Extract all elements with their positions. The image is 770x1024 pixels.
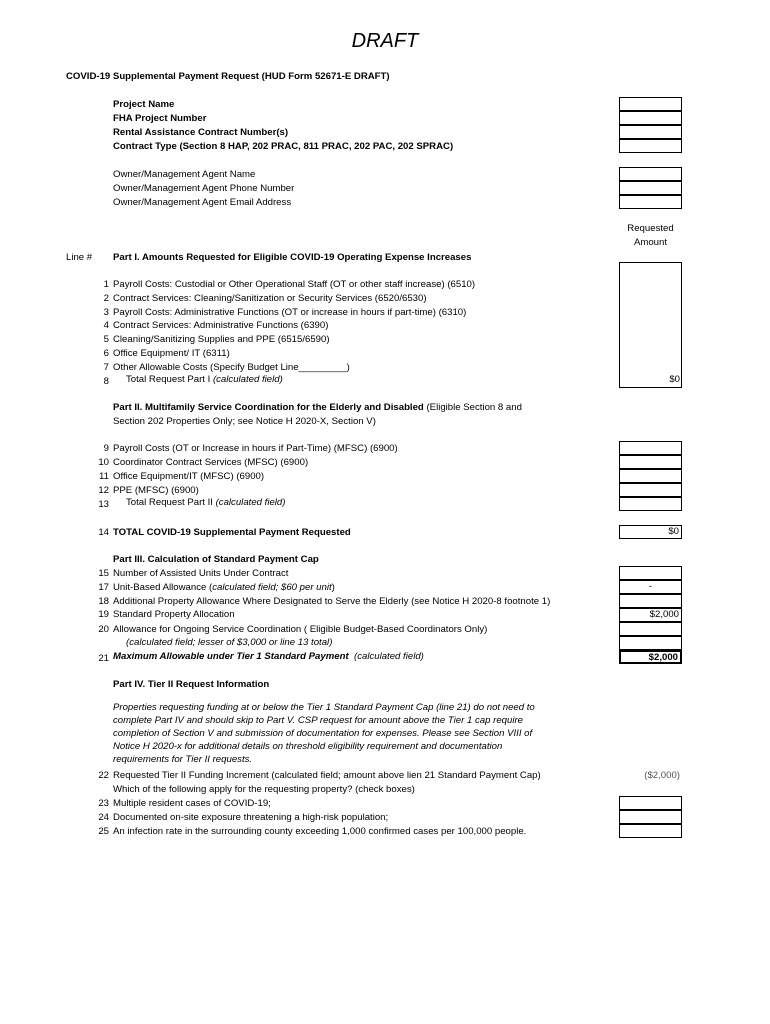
part2-heading-line2: Section 202 Properties Only; see Notice H 2020-X, Section V) <box>113 416 376 427</box>
line12-input[interactable] <box>619 483 682 497</box>
part2-heading: Part II. Multifamily Service Coordination for the Elderly and Disabled <box>113 402 424 413</box>
line-number: 18 <box>98 596 109 607</box>
rental-assistance-contract-label: Rental Assistance Contract Number(s) <box>113 127 289 138</box>
part2-heading-note: (Eligible Section 8 and <box>426 402 522 413</box>
line-number: 4 <box>103 320 109 331</box>
line-number: 12 <box>98 485 109 496</box>
line-text: Cleaning/Sanitizing Supplies and PPE (6515/6590) <box>113 334 330 345</box>
line-number: 9 <box>103 443 109 454</box>
line-number: 11 <box>99 471 109 482</box>
line-text: Office Equipment/IT (MFSC) (6900) <box>113 471 265 482</box>
part1-total-label <box>126 373 283 386</box>
line-text: Coordinator Contract Services (MFSC) (6900) <box>113 457 309 468</box>
line-text: Other Allowable Costs (Specify Budget Line_________) <box>113 362 350 373</box>
part4-paragraph-line: Properties requesting funding at or below the Tier 1 Standard Payment Cap (line 21) do not need to <box>113 702 535 713</box>
part4-paragraph-line: completion of Section V and submission of documentation for expenses. Please see Section VIII of <box>113 728 533 739</box>
line21-label <box>113 650 424 663</box>
line-number: 25 <box>98 826 109 837</box>
line-text: Allowance for Ongoing Service Coordination ( Eligible Budget-Based Coordinators Only) <box>113 624 488 635</box>
part1-total-value: $0 <box>669 374 680 385</box>
line22-value: ($2,000) <box>644 770 680 781</box>
line-text: Number of Assisted Units Under Contract <box>113 568 289 579</box>
part1-total-text: Total Request Part I <box>126 374 211 385</box>
line-number: 6 <box>103 348 109 359</box>
part1-total-note: (calculated field) <box>212 374 283 385</box>
line-number: 3 <box>103 307 109 318</box>
line11-input[interactable] <box>619 469 682 483</box>
part1-heading: Part I. Amounts Requested for Eligible COVID-19 Operating Expense Increases <box>113 252 472 263</box>
fha-project-number-input[interactable] <box>619 111 682 125</box>
line-text: An infection rate in the surrounding county exceeding 1,000 confirmed cases per 100,000 people. <box>113 826 527 837</box>
form-title: COVID-19 Supplemental Payment Request (HUD Form 52671-E DRAFT) <box>66 71 390 82</box>
line-number: 19 <box>98 609 109 620</box>
line-text: Standard Property Allocation <box>113 609 235 620</box>
part3-heading: Part III. Calculation of Standard Payment Cap <box>113 554 319 565</box>
line-number: 13 <box>98 499 109 510</box>
line-text: Payroll Costs: Custodial or Other Operational Staff (OT or other staff increase) (6510) <box>113 279 476 290</box>
line-number: 8 <box>103 376 109 387</box>
requested-header-1: Requested <box>627 223 674 234</box>
line10-input[interactable] <box>619 455 682 469</box>
line-text: Multiple resident cases of COVID-19; <box>113 798 271 809</box>
line-number: 2 <box>103 293 109 304</box>
line-number-header: Line # <box>66 252 93 263</box>
line21-note: (calculated field) <box>354 651 424 662</box>
rental-assistance-contract-input[interactable] <box>619 125 682 139</box>
contract-type-input[interactable] <box>619 139 682 153</box>
line-number: 17 <box>98 582 109 593</box>
line-number: 20 <box>98 624 109 635</box>
part4-paragraph-line: Notice H 2020-x for additional details on threshold eligibility requirement and documentation <box>113 741 503 752</box>
line21-value: $2,000 <box>619 650 682 664</box>
line17-text-b: calculated field; $60 per unit <box>212 582 332 593</box>
line21-text: Maximum Allowable under Tier 1 Standard Payment <box>113 651 349 662</box>
line-text: Contract Services: Administrative Functions (6390) <box>113 320 329 331</box>
line17-text-a: Unit-Based Allowance ( <box>113 582 213 593</box>
line14-total: $0 <box>619 525 682 539</box>
line-text: Payroll Costs: Administrative Functions (OT or increase in hours if part-time) (6310) <box>113 307 467 318</box>
part1-amount-input[interactable] <box>619 262 682 388</box>
line17-value: - <box>619 580 682 594</box>
part4-heading: Part IV. Tier II Request Information <box>113 679 270 690</box>
line23-checkbox[interactable] <box>619 796 682 810</box>
project-name-input[interactable] <box>619 97 682 111</box>
line22-question: Which of the following apply for the requesting property? (check boxes) <box>113 784 415 795</box>
owner-phone-input[interactable] <box>619 181 682 195</box>
line-number: 7 <box>103 362 109 373</box>
owner-email-input[interactable] <box>619 195 682 209</box>
line-number: 21 <box>98 653 109 664</box>
line15-input[interactable] <box>619 566 682 580</box>
project-name-label: Project Name <box>113 99 175 110</box>
line-number: 15 <box>98 568 109 579</box>
line-number: 1 <box>103 279 109 290</box>
contract-type-label: Contract Type (Section 8 HAP, 202 PRAC, 811 PRAC, 202 PAC, 202 SPRAC) <box>113 141 454 152</box>
line19-value: $2,000 <box>619 608 682 622</box>
line-text: Office Equipment/ IT (6311) <box>113 348 230 359</box>
line20-input[interactable] <box>619 622 682 636</box>
line25-checkbox[interactable] <box>619 824 682 838</box>
line17-text-c: ) <box>331 582 335 593</box>
line13-total <box>619 497 682 511</box>
line-number: 24 <box>98 812 109 823</box>
owner-phone-label: Owner/Management Agent Phone Number <box>113 183 295 194</box>
part4-paragraph-line: complete Part IV and should skip to Part V. CSP request for amount above the Tier 1 cap require <box>113 715 523 726</box>
fha-project-number-label: FHA Project Number <box>113 113 207 124</box>
line-text: Contract Services: Cleaning/Sanitization or Security Services (6520/6530) <box>113 293 427 304</box>
line-text: Payroll Costs (OT or Increase in hours if Part-Time) (MFSC) (6900) <box>113 443 398 454</box>
part2-total-text: Total Request Part II <box>126 497 213 508</box>
line20-note-cell <box>619 636 682 650</box>
line-number: 5 <box>103 334 109 345</box>
owner-email-label: Owner/Management Agent Email Address <box>113 197 292 208</box>
line-text: Documented on-site exposure threatening a high-risk population; <box>113 812 389 823</box>
requested-header-2: Amount <box>633 237 668 248</box>
part2-total-label <box>126 496 285 509</box>
line-number: 22 <box>98 770 109 781</box>
line9-input[interactable] <box>619 441 682 455</box>
line18-input[interactable] <box>619 594 682 608</box>
line20-note: (calculated field; lesser of $3,000 or line 13 total) <box>126 637 333 648</box>
line-number: 23 <box>98 798 109 809</box>
line-text: PPE (MFSC) (6900) <box>113 485 199 496</box>
line22-text: Requested Tier II Funding Increment (calculated field; amount above lien 21 Standard Payment Cap) <box>113 770 541 781</box>
line-number: 10 <box>98 457 109 468</box>
line24-checkbox[interactable] <box>619 810 682 824</box>
owner-name-input[interactable] <box>619 167 682 181</box>
draft-title: DRAFT <box>351 30 419 52</box>
line-number: 14 <box>98 527 109 538</box>
owner-name-label: Owner/Management Agent Name <box>113 169 256 180</box>
part4-paragraph-line: requirements for Tier II requests. <box>113 754 253 765</box>
part2-total-note: (calculated field) <box>215 497 286 508</box>
line14-label: TOTAL COVID-19 Supplemental Payment Requested <box>113 527 351 538</box>
line-text: Additional Property Allowance Where Designated to Serve the Elderly (see Notice H 2020-8 footnote 1) <box>113 596 551 607</box>
part2-heading-row <box>113 401 522 414</box>
line17-text <box>113 581 335 594</box>
